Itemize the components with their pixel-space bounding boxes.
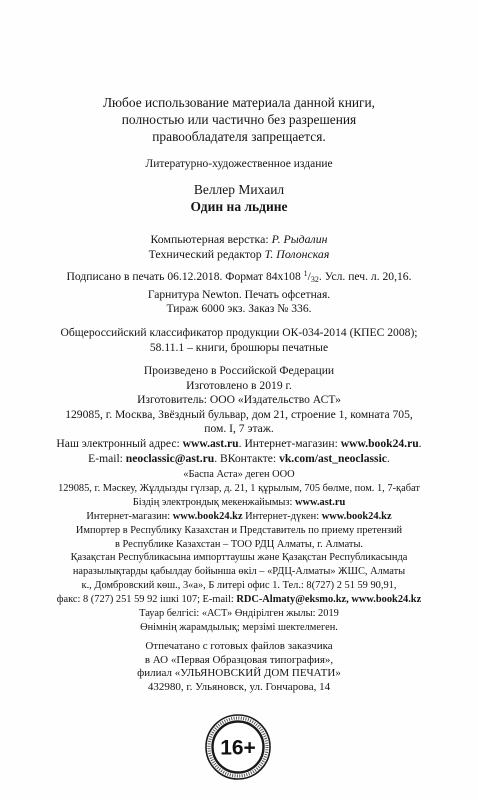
printer-info — [20, 640, 458, 694]
kz-web-line — [20, 496, 458, 510]
importer-kz-line: к., Домбровский көш., 3«а», Б литері офис 1. Тел.: 8(727) 2 51 59 90,91, — [81, 580, 397, 592]
age-rating-label: 16+ — [220, 736, 256, 760]
signed-to-print — [20, 267, 458, 288]
notice-line: полностью или частично без разрешения — [121, 112, 357, 127]
print-sheets: . Усл. печ. л. 20,16. — [318, 270, 412, 283]
format-numerator: 1 — [303, 269, 308, 278]
web-label: Наш электронный адрес: — [56, 436, 183, 450]
kz-web-label: Біздің электрондық мекенжайымыз: — [132, 496, 295, 508]
kz-shop-link[interactable]: www.book24.kz — [172, 510, 243, 522]
age-rating-badge — [204, 713, 272, 781]
web-line — [20, 437, 458, 452]
made-year: Изготовлено в 2019 г. — [186, 378, 292, 392]
kz-address: 129085, г. Мәскеу, Жұлдызды гүлзар, д. 21, 1 құрылым, 705 бөлме, пом. 1, 7-қабат — [58, 482, 420, 494]
layout-label: Компьютерная верстка: — [150, 232, 269, 246]
kz-store-link[interactable]: www.book24.kz — [321, 510, 392, 522]
printer-line: в АО «Первая Образцовая типография», — [144, 653, 334, 666]
typeface-line: Гарнитура Newton. Печать офсетная. — [147, 287, 331, 301]
kz-shop-label: Интернет-магазин: — [86, 510, 173, 522]
email-label: E-mail: — [88, 451, 126, 465]
editor-label: Технический редактор — [148, 247, 262, 261]
layout-credit — [20, 232, 458, 247]
print-run-line: Тираж 6000 экз. Заказ № 336. — [166, 302, 312, 316]
period: . — [418, 436, 422, 450]
classifier — [20, 326, 458, 355]
website-link[interactable]: www.ast.ru — [182, 436, 239, 450]
publisher-info-ru — [20, 364, 458, 466]
rdc-email-link[interactable]: RDC-Almaty@eksmo.kz, www.book24.kz — [236, 594, 422, 606]
kz-website-link[interactable]: www.ast.ru — [295, 496, 346, 508]
kz-publisher-name: «Баспа Аста» деген ООО — [183, 469, 295, 480]
editor-credit — [20, 247, 458, 262]
credits — [20, 232, 458, 262]
vk-label: . ВКонтакте: — [214, 451, 280, 465]
layout-name: Р. Рыдалин — [271, 232, 328, 246]
email-link[interactable]: neoclassic@ast.ru — [125, 451, 215, 465]
book-heading — [20, 181, 458, 215]
address-line: 129085, г. Москва, Звёздный бульвар, дом 21, строение 1, комната 705, — [65, 407, 413, 421]
age-rating-icon — [204, 713, 272, 781]
period: . — [386, 451, 390, 465]
importer-line: Импортер в Республику Казахстан и Представитель по приему претензий — [75, 524, 403, 536]
edition-type — [20, 157, 458, 171]
shelf-life-line: Өнімнің жарамдылық; мерзімі шектелмеген. — [140, 621, 338, 633]
notice-line: правообладателя запрещается. — [152, 129, 326, 144]
printer-line: Отпечатано с готовых файлов заказчика — [145, 640, 333, 652]
signed-text: Подписано в печать 06.12.2018. Формат 84х108 — [66, 270, 301, 283]
trademark-line: Тауар белгісі: «АСТ» Өндірілген жылы: 2019 — [139, 608, 339, 620]
format-denominator: 32 — [310, 275, 319, 284]
kz-store-label: Интернет-дүкен: — [242, 510, 322, 522]
classifier-line: 58.11.1 – книги, брошюры печатные — [149, 340, 329, 354]
fax-label: факс: 8 (727) 251 59 92 ішкі 107; E-mail: — [56, 594, 237, 606]
author-name: Веллер Михаил — [193, 182, 285, 197]
vk-link[interactable]: vk.com/ast_neoclassic — [279, 451, 387, 465]
book-title: Один на льдине — [190, 199, 288, 214]
manufacturer: Изготовитель: ООО «Издательство АСТ» — [137, 393, 341, 407]
fax-email-line — [20, 593, 458, 607]
shop-label: . Интернет-магазин: — [238, 436, 341, 450]
email-line — [20, 452, 458, 467]
importer-kz-line: Қазақстан Республикасына импорттаушы және Қазақстан Республикасында — [70, 552, 408, 564]
editor-name: Т. Полонская — [264, 247, 330, 261]
publisher-info-kz — [20, 468, 458, 635]
printer-line: филиал «УЛЬЯНОВСКИЙ ДОМ ПЕЧАТИ» — [137, 667, 341, 680]
kz-shop-line — [20, 510, 458, 524]
importer-line: в Республике Казахстан – ТОО РДЦ Алматы, г. Алматы. — [114, 538, 364, 550]
importer-kz-line: наразылықтарды қабылдау бойынша өкіл – «РДЦ-Алматы» ЖШС, Алматы — [72, 566, 406, 578]
notice-line: Любое использование материала данной книги, — [102, 95, 376, 110]
edition-type-text: Литературно-художественное издание — [145, 158, 333, 170]
address-line: пом. I, 7 этаж. — [204, 422, 274, 436]
classifier-line: Общероссийский классификатор продукции ОК-034-2014 (КПЕС 2008); — [60, 326, 418, 339]
shop-link[interactable]: www.book24.ru — [340, 436, 419, 450]
print-specs — [20, 267, 458, 317]
copyright-notice — [20, 94, 458, 145]
produced-in: Произведено в Российской Федерации — [143, 364, 335, 377]
printer-line: 432980, г. Ульяновск, ул. Гончарова, 14 — [147, 680, 331, 693]
format-slash: / — [307, 270, 311, 283]
